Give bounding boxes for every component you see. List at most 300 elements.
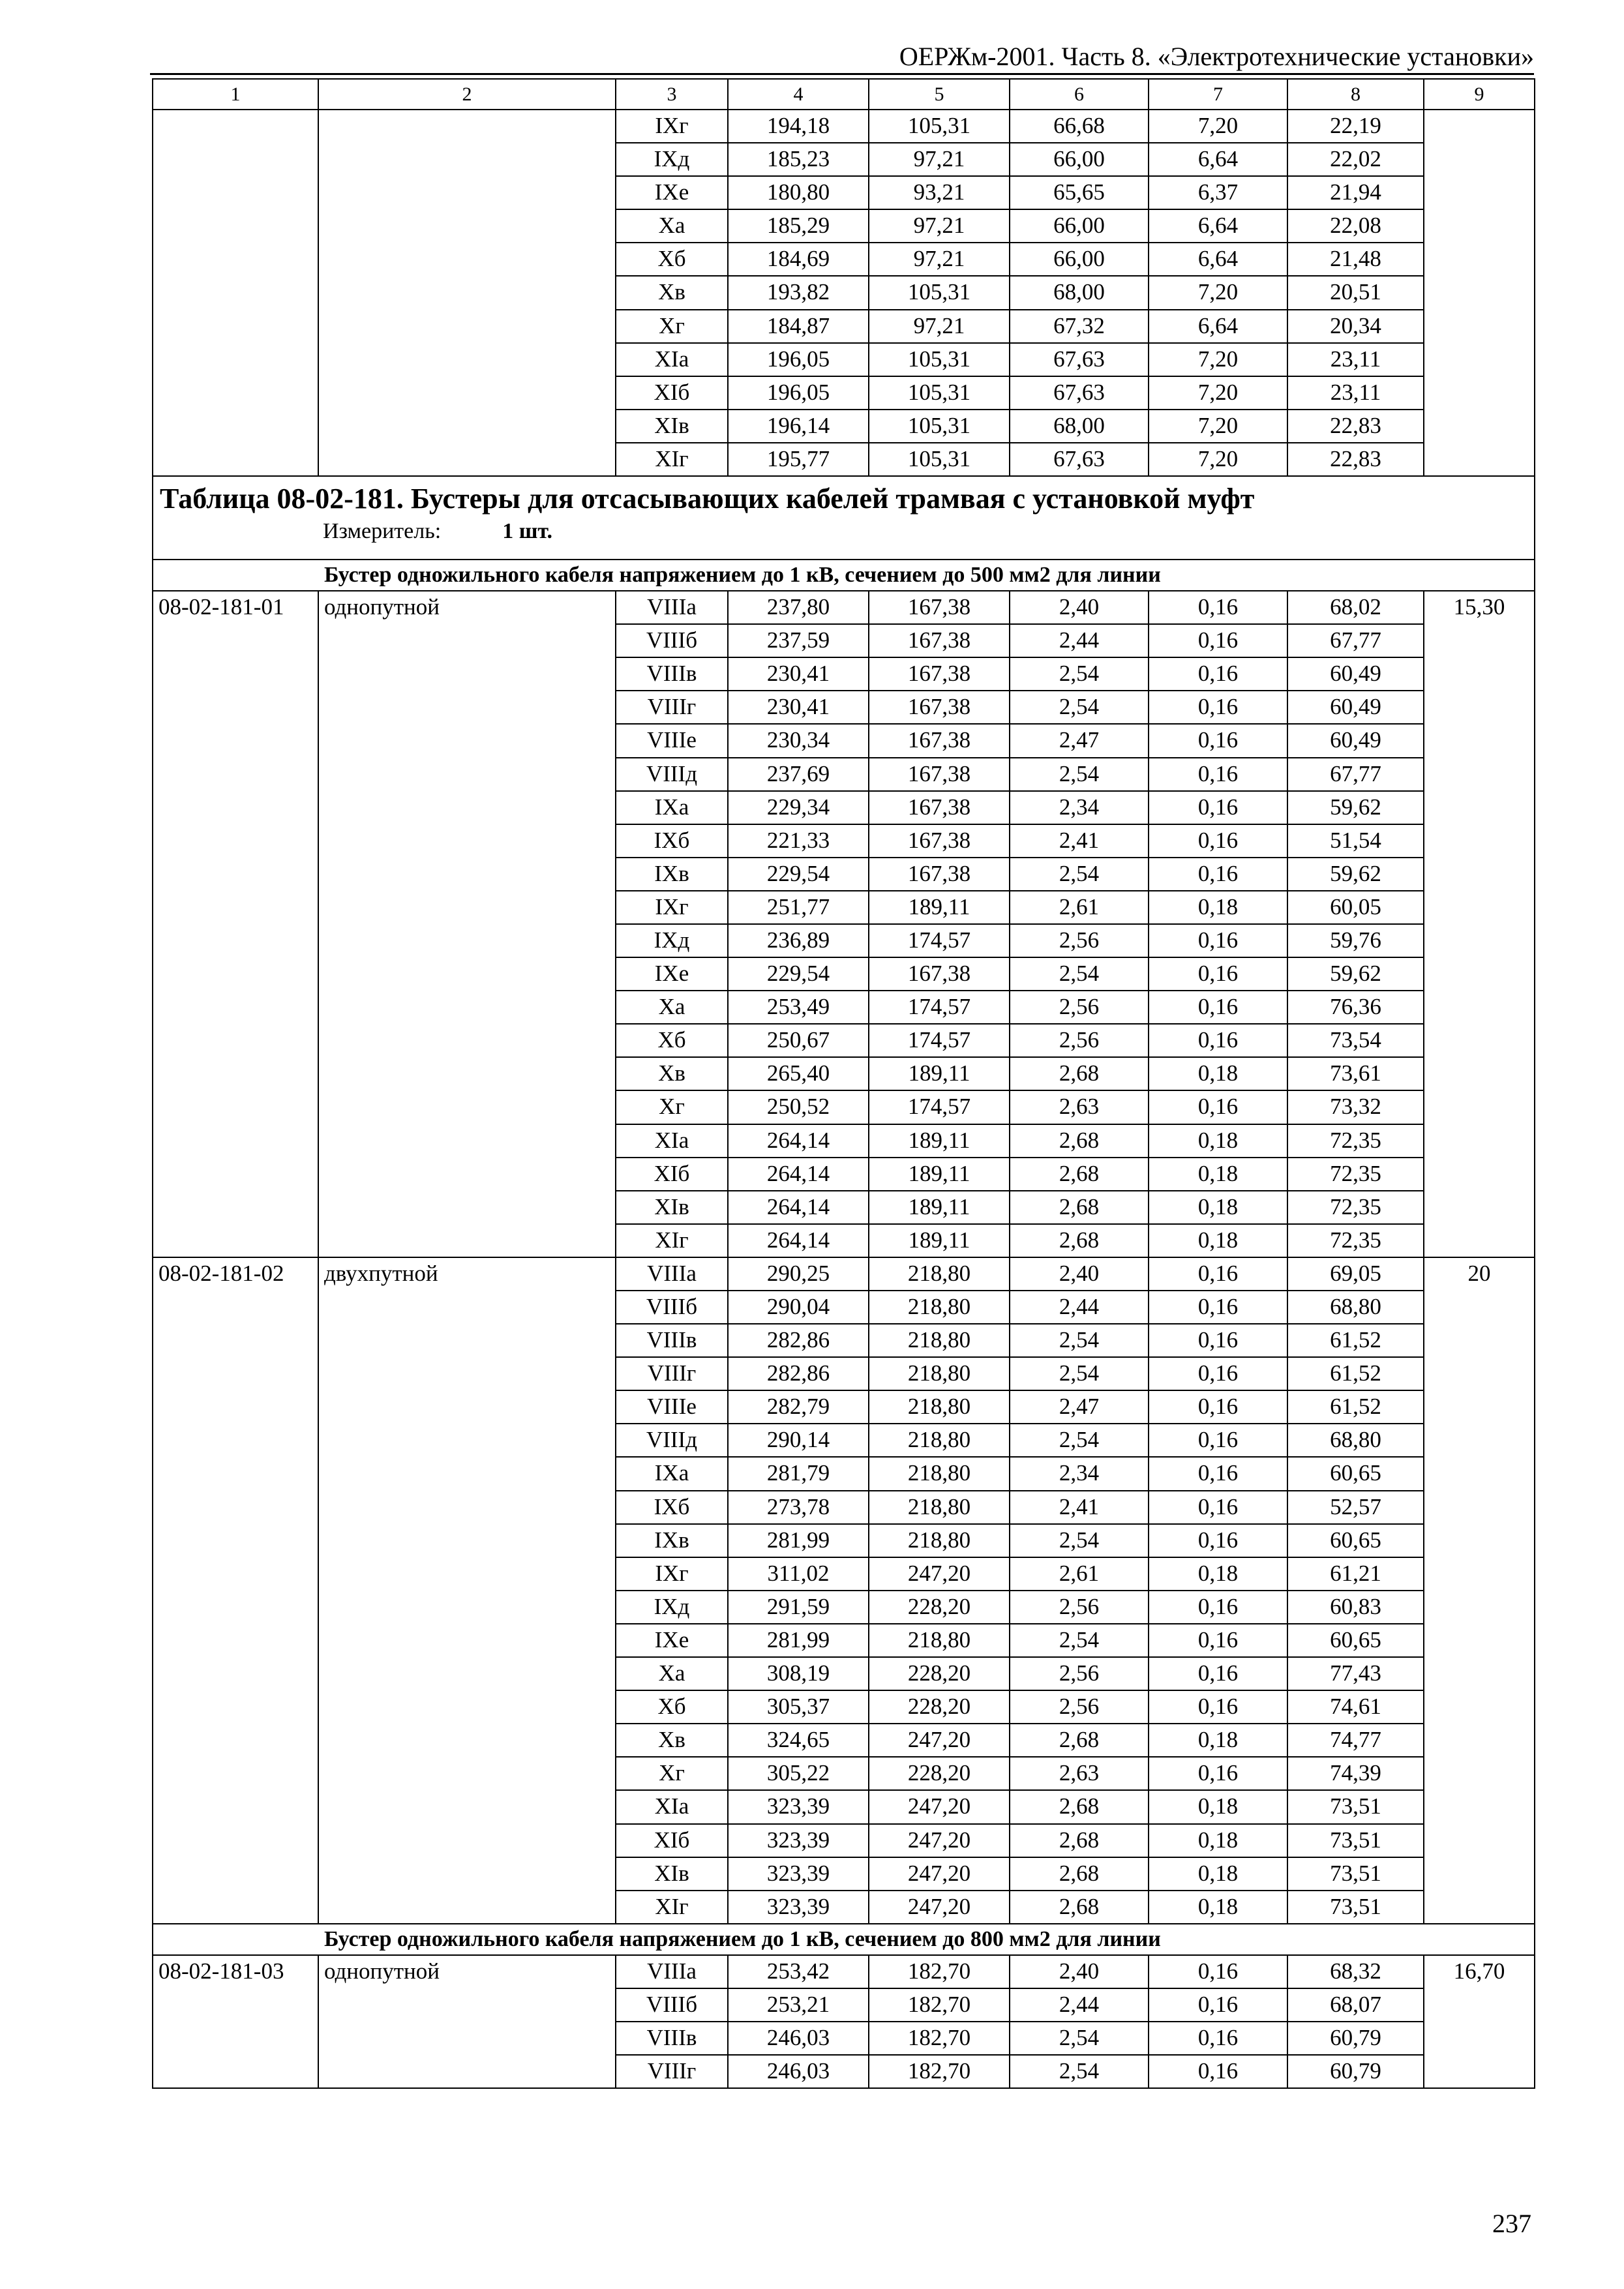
column-number-cell: 9 xyxy=(1424,79,1535,110)
table-cell: 193,82 xyxy=(728,276,869,309)
table-cell: 6,64 xyxy=(1149,143,1287,176)
table-cell: Xа xyxy=(616,209,728,243)
table-cell: 2,56 xyxy=(1010,991,1149,1024)
table-cell: 2,44 xyxy=(1010,1291,1149,1324)
table-cell: IXа xyxy=(616,791,728,824)
table-cell: IXв xyxy=(616,1524,728,1557)
table-cell: 189,11 xyxy=(869,1191,1010,1224)
table-cell: 182,70 xyxy=(869,1988,1010,2022)
table-cell: 2,54 xyxy=(1010,1324,1149,1357)
table-cell: 167,38 xyxy=(869,591,1010,624)
table-cell: 61,52 xyxy=(1287,1390,1424,1424)
table-cell: 311,02 xyxy=(728,1557,869,1591)
table-cell: 0,16 xyxy=(1149,724,1287,757)
table-cell: 0,16 xyxy=(1149,1291,1287,1324)
table-cell: 167,38 xyxy=(869,624,1010,657)
table-cell: 246,03 xyxy=(728,2055,869,2088)
table-cell: VIIIа xyxy=(616,1257,728,1291)
table-cell: 69,05 xyxy=(1287,1257,1424,1291)
table-cell: 2,56 xyxy=(1010,1657,1149,1690)
table-cell: VIIIб xyxy=(616,624,728,657)
table-cell: 167,38 xyxy=(869,691,1010,724)
table-cell: XIв xyxy=(616,1857,728,1891)
table-cell: 68,80 xyxy=(1287,1291,1424,1324)
table-cell: 0,16 xyxy=(1149,691,1287,724)
table-cell: 59,62 xyxy=(1287,858,1424,891)
table-cell: 2,68 xyxy=(1010,1824,1149,1857)
table-cell: 0,16 xyxy=(1149,1390,1287,1424)
table-cell: 97,21 xyxy=(869,143,1010,176)
table-cell: VIIIв xyxy=(616,1324,728,1357)
column-number-cell: 4 xyxy=(728,79,869,110)
table-cell: XIг xyxy=(616,1224,728,1257)
table-cell: 0,16 xyxy=(1149,1324,1287,1357)
column-number-row xyxy=(153,79,1535,110)
table-cell: 7,20 xyxy=(1149,443,1287,476)
col9-cell xyxy=(1424,110,1535,476)
table-cell: 66,00 xyxy=(1010,143,1149,176)
col9-cell: 16,70 xyxy=(1424,1955,1535,2088)
table-cell: 0,16 xyxy=(1149,1757,1287,1790)
table-cell: 229,54 xyxy=(728,858,869,891)
table-row xyxy=(153,110,1535,143)
table-cell: 73,51 xyxy=(1287,1790,1424,1823)
table-cell: 2,44 xyxy=(1010,624,1149,657)
table-cell: 247,20 xyxy=(869,1824,1010,1857)
table-cell: 247,20 xyxy=(869,1891,1010,1924)
table-cell: 67,77 xyxy=(1287,758,1424,791)
column-number-cell: 5 xyxy=(869,79,1010,110)
table-cell: IXд xyxy=(616,143,728,176)
table-title: Таблица 08-02-181. Бустеры для отсасывающих кабелей трамвая с установкой муфт xyxy=(160,483,1255,515)
table-cell: 228,20 xyxy=(869,1591,1010,1624)
table-cell: IXе xyxy=(616,957,728,991)
table-cell: 97,21 xyxy=(869,209,1010,243)
table-cell: 21,48 xyxy=(1287,243,1424,276)
table-cell: 66,00 xyxy=(1010,243,1149,276)
table-cell: VIIIб xyxy=(616,1291,728,1324)
section-subtitle: Бустер одножильного кабеля напряжением до 1 кВ, сечением до 500 мм2 для линии xyxy=(153,560,1535,591)
table-cell: 0,18 xyxy=(1149,1790,1287,1823)
table-cell: 230,41 xyxy=(728,691,869,724)
table-cell: 167,38 xyxy=(869,657,1010,691)
col9-cell: 15,30 xyxy=(1424,591,1535,1257)
rates-table xyxy=(152,78,1535,2089)
table-cell: 2,54 xyxy=(1010,2055,1149,2088)
table-cell: 195,77 xyxy=(728,443,869,476)
table-cell: 61,52 xyxy=(1287,1357,1424,1390)
table-cell: 72,35 xyxy=(1287,1158,1424,1191)
table-cell: IXв xyxy=(616,858,728,891)
table-cell: 93,21 xyxy=(869,176,1010,209)
table-cell: 0,16 xyxy=(1149,624,1287,657)
table-cell: 60,49 xyxy=(1287,724,1424,757)
table-cell: 105,31 xyxy=(869,110,1010,143)
table-cell: VIIIг xyxy=(616,1357,728,1390)
table-cell: 2,54 xyxy=(1010,1524,1149,1557)
column-number-cell: 1 xyxy=(153,79,318,110)
table-cell: 97,21 xyxy=(869,310,1010,343)
table-cell: XIб xyxy=(616,1824,728,1857)
table-cell: 2,54 xyxy=(1010,657,1149,691)
table-cell: 167,38 xyxy=(869,724,1010,757)
table-cell: 0,18 xyxy=(1149,891,1287,924)
table-cell: 230,34 xyxy=(728,724,869,757)
table-cell: 0,16 xyxy=(1149,1491,1287,1524)
table-cell: 0,16 xyxy=(1149,791,1287,824)
table-cell: 68,80 xyxy=(1287,1424,1424,1457)
table-cell: IXб xyxy=(616,824,728,858)
table-cell: 189,11 xyxy=(869,1224,1010,1257)
table-cell: 68,00 xyxy=(1010,410,1149,443)
table-cell: IXд xyxy=(616,924,728,957)
table-cell: 60,79 xyxy=(1287,2022,1424,2055)
table-cell: 2,68 xyxy=(1010,1857,1149,1891)
table-cell: 0,16 xyxy=(1149,1524,1287,1557)
table-cell: 21,94 xyxy=(1287,176,1424,209)
table-cell: 273,78 xyxy=(728,1491,869,1524)
name-cell: однопутной xyxy=(318,1955,616,2088)
table-cell: 73,51 xyxy=(1287,1824,1424,1857)
table-cell: 2,47 xyxy=(1010,1390,1149,1424)
table-cell: 264,14 xyxy=(728,1224,869,1257)
table-cell: 228,20 xyxy=(869,1690,1010,1724)
table-row xyxy=(153,1257,1535,1291)
table-cell: 0,16 xyxy=(1149,1955,1287,1988)
table-cell: IXг xyxy=(616,891,728,924)
column-number-cell: 6 xyxy=(1010,79,1149,110)
table-cell: 72,35 xyxy=(1287,1191,1424,1224)
table-cell: 2,34 xyxy=(1010,791,1149,824)
table-cell: 73,51 xyxy=(1287,1891,1424,1924)
table-cell: 0,16 xyxy=(1149,1457,1287,1490)
table-cell: Xв xyxy=(616,1057,728,1090)
table-cell: 250,67 xyxy=(728,1024,869,1057)
table-cell: 7,20 xyxy=(1149,276,1287,309)
table-cell: XIг xyxy=(616,443,728,476)
table-cell: 2,54 xyxy=(1010,957,1149,991)
table-cell: 324,65 xyxy=(728,1724,869,1757)
table-row xyxy=(153,1955,1535,1988)
table-cell: 105,31 xyxy=(869,276,1010,309)
table-cell: 189,11 xyxy=(869,1158,1010,1191)
header-rule xyxy=(150,73,1534,75)
table-cell: Xв xyxy=(616,276,728,309)
table-cell: 182,70 xyxy=(869,2022,1010,2055)
table-cell: 20,51 xyxy=(1287,276,1424,309)
table-cell: 228,20 xyxy=(869,1657,1010,1690)
table-cell: 2,63 xyxy=(1010,1090,1149,1124)
table-cell: 73,61 xyxy=(1287,1057,1424,1090)
table-cell: IXд xyxy=(616,1591,728,1624)
column-number-cell: 7 xyxy=(1149,79,1287,110)
code-cell xyxy=(153,110,318,476)
table-cell: VIIIг xyxy=(616,691,728,724)
table-cell: 2,63 xyxy=(1010,1757,1149,1790)
table-cell: VIIIб xyxy=(616,1988,728,2022)
table-cell: VIIIе xyxy=(616,724,728,757)
table-cell: 97,21 xyxy=(869,243,1010,276)
table-cell: 189,11 xyxy=(869,1057,1010,1090)
table-cell: 60,05 xyxy=(1287,891,1424,924)
table-cell: 22,83 xyxy=(1287,443,1424,476)
table-cell: 218,80 xyxy=(869,1291,1010,1324)
table-cell: 60,65 xyxy=(1287,1524,1424,1557)
table-cell: VIIIд xyxy=(616,1424,728,1457)
table-cell: 218,80 xyxy=(869,1257,1010,1291)
table-cell: 253,42 xyxy=(728,1955,869,1988)
table-cell: 218,80 xyxy=(869,1491,1010,1524)
table-cell: 180,80 xyxy=(728,176,869,209)
page-number: 237 xyxy=(1492,2209,1531,2238)
table-cell: 308,19 xyxy=(728,1657,869,1690)
table-cell: 105,31 xyxy=(869,410,1010,443)
table-cell: 2,40 xyxy=(1010,1257,1149,1291)
table-cell: 264,14 xyxy=(728,1124,869,1158)
col9-cell: 20 xyxy=(1424,1257,1535,1924)
table-cell: 264,14 xyxy=(728,1191,869,1224)
table-cell: 0,16 xyxy=(1149,924,1287,957)
table-cell: 250,52 xyxy=(728,1090,869,1124)
table-cell: 67,32 xyxy=(1010,310,1149,343)
table-cell: 229,34 xyxy=(728,791,869,824)
table-cell: 2,68 xyxy=(1010,1191,1149,1224)
table-cell: 167,38 xyxy=(869,858,1010,891)
table-cell: 59,62 xyxy=(1287,957,1424,991)
table-cell: VIIIв xyxy=(616,2022,728,2055)
table-cell: 0,16 xyxy=(1149,1591,1287,1624)
table-cell: 0,16 xyxy=(1149,957,1287,991)
table-cell: 185,23 xyxy=(728,143,869,176)
table-cell: 189,11 xyxy=(869,891,1010,924)
table-cell: 73,32 xyxy=(1287,1090,1424,1124)
table-cell: 60,49 xyxy=(1287,657,1424,691)
table-cell: 237,69 xyxy=(728,758,869,791)
table-cell: XIа xyxy=(616,343,728,376)
table-cell: 67,63 xyxy=(1010,443,1149,476)
table-cell: 7,20 xyxy=(1149,376,1287,410)
table-cell: 0,18 xyxy=(1149,1224,1287,1257)
table-cell: 59,62 xyxy=(1287,791,1424,824)
table-cell: 51,54 xyxy=(1287,824,1424,858)
table-cell: 68,07 xyxy=(1287,1988,1424,2022)
table-cell: 290,25 xyxy=(728,1257,869,1291)
table-cell: 218,80 xyxy=(869,1390,1010,1424)
table-cell: 105,31 xyxy=(869,443,1010,476)
table-cell: 218,80 xyxy=(869,1457,1010,1490)
table-cell: 0,18 xyxy=(1149,1824,1287,1857)
table-cell: 0,16 xyxy=(1149,1690,1287,1724)
table-cell: VIIIг xyxy=(616,2055,728,2088)
table-cell: 61,21 xyxy=(1287,1557,1424,1591)
table-cell: 105,31 xyxy=(869,343,1010,376)
column-number-cell: 8 xyxy=(1287,79,1424,110)
table-cell: 281,79 xyxy=(728,1457,869,1490)
table-cell: 60,65 xyxy=(1287,1624,1424,1657)
code-cell: 08-02-181-02 xyxy=(153,1257,318,1924)
table-cell: 2,68 xyxy=(1010,1724,1149,1757)
table-cell: 2,68 xyxy=(1010,1124,1149,1158)
table-cell: 72,35 xyxy=(1287,1224,1424,1257)
table-cell: 73,54 xyxy=(1287,1024,1424,1057)
table-cell: 2,40 xyxy=(1010,591,1149,624)
table-cell: 77,43 xyxy=(1287,1657,1424,1690)
table-cell: 218,80 xyxy=(869,1524,1010,1557)
table-cell: VIIIа xyxy=(616,591,728,624)
table-cell: 246,03 xyxy=(728,2022,869,2055)
table-cell: 2,54 xyxy=(1010,758,1149,791)
table-cell: 68,32 xyxy=(1287,1955,1424,1988)
table-cell: 60,65 xyxy=(1287,1457,1424,1490)
table-cell: VIIIд xyxy=(616,758,728,791)
table-cell: Xа xyxy=(616,991,728,1024)
table-cell: 20,34 xyxy=(1287,310,1424,343)
table-cell: 0,18 xyxy=(1149,1857,1287,1891)
table-cell: 236,89 xyxy=(728,924,869,957)
table-cell: 253,49 xyxy=(728,991,869,1024)
table-cell: 282,86 xyxy=(728,1357,869,1390)
table-cell: 247,20 xyxy=(869,1557,1010,1591)
table-cell: 66,68 xyxy=(1010,110,1149,143)
table-cell: 22,19 xyxy=(1287,110,1424,143)
name-cell: однопутной xyxy=(318,591,616,1257)
table-cell: 247,20 xyxy=(869,1790,1010,1823)
table-cell: 281,99 xyxy=(728,1624,869,1657)
table-cell: 22,83 xyxy=(1287,410,1424,443)
table-cell: 2,56 xyxy=(1010,1690,1149,1724)
table-cell: IXб xyxy=(616,1491,728,1524)
table-cell: 2,61 xyxy=(1010,891,1149,924)
table-cell: 174,57 xyxy=(869,924,1010,957)
table-title-cell xyxy=(153,476,1535,560)
table-cell: 0,16 xyxy=(1149,657,1287,691)
table-cell: 22,02 xyxy=(1287,143,1424,176)
table-cell: 174,57 xyxy=(869,991,1010,1024)
table-cell: Xг xyxy=(616,1090,728,1124)
table-cell: 0,18 xyxy=(1149,1891,1287,1924)
table-cell: 218,80 xyxy=(869,1324,1010,1357)
table-cell: 66,00 xyxy=(1010,209,1149,243)
table-cell: 323,39 xyxy=(728,1891,869,1924)
table-cell: 182,70 xyxy=(869,2055,1010,2088)
table-cell: 67,77 xyxy=(1287,624,1424,657)
table-cell: 61,52 xyxy=(1287,1324,1424,1357)
table-cell: 2,56 xyxy=(1010,924,1149,957)
table-cell: 0,18 xyxy=(1149,1158,1287,1191)
table-cell: 76,36 xyxy=(1287,991,1424,1024)
table-cell: Xа xyxy=(616,1657,728,1690)
table-cell: 0,16 xyxy=(1149,1657,1287,1690)
table-cell: 167,38 xyxy=(869,824,1010,858)
table-cell: 228,20 xyxy=(869,1757,1010,1790)
table-cell: 0,16 xyxy=(1149,1024,1287,1057)
table-cell: 6,64 xyxy=(1149,209,1287,243)
table-cell: XIб xyxy=(616,376,728,410)
table-cell: 0,16 xyxy=(1149,1988,1287,2022)
table-row xyxy=(153,591,1535,624)
table-cell: 196,05 xyxy=(728,376,869,410)
table-cell: 2,54 xyxy=(1010,691,1149,724)
table-cell: 196,14 xyxy=(728,410,869,443)
table-cell: 2,47 xyxy=(1010,724,1149,757)
code-cell: 08-02-181-03 xyxy=(153,1955,318,2088)
table-cell: IXг xyxy=(616,1557,728,1591)
table-cell: 167,38 xyxy=(869,758,1010,791)
table-cell: 52,57 xyxy=(1287,1491,1424,1524)
table-cell: 2,54 xyxy=(1010,1357,1149,1390)
table-cell: 0,18 xyxy=(1149,1057,1287,1090)
section-subtitle-row xyxy=(153,1924,1535,1955)
table-cell: 174,57 xyxy=(869,1024,1010,1057)
table-cell: VIIIе xyxy=(616,1390,728,1424)
name-cell: двухпутной xyxy=(318,1257,616,1924)
table-cell: XIб xyxy=(616,1158,728,1191)
table-cell: IXг xyxy=(616,110,728,143)
table-cell: 251,77 xyxy=(728,891,869,924)
table-cell: 23,11 xyxy=(1287,343,1424,376)
table-cell: 7,20 xyxy=(1149,110,1287,143)
table-cell: IXе xyxy=(616,176,728,209)
table-cell: 184,69 xyxy=(728,243,869,276)
table-cell: 305,37 xyxy=(728,1690,869,1724)
table-cell: 2,68 xyxy=(1010,1158,1149,1191)
table-cell: 185,29 xyxy=(728,209,869,243)
table-cell: 74,39 xyxy=(1287,1757,1424,1790)
table-cell: 68,02 xyxy=(1287,591,1424,624)
table-cell: 0,16 xyxy=(1149,1257,1287,1291)
table-cell: 194,18 xyxy=(728,110,869,143)
column-number-cell: 3 xyxy=(616,79,728,110)
table-cell: 7,20 xyxy=(1149,410,1287,443)
table-cell: 167,38 xyxy=(869,791,1010,824)
table-cell: 282,86 xyxy=(728,1324,869,1357)
table-cell: 68,00 xyxy=(1010,276,1149,309)
table-cell: IXе xyxy=(616,1624,728,1657)
name-cell xyxy=(318,110,616,476)
table-cell: 221,33 xyxy=(728,824,869,858)
table-cell: 230,41 xyxy=(728,657,869,691)
table-cell: 2,41 xyxy=(1010,824,1149,858)
table-cell: 265,40 xyxy=(728,1057,869,1090)
table-cell: 0,18 xyxy=(1149,1557,1287,1591)
table-cell: 0,16 xyxy=(1149,824,1287,858)
table-cell: 2,68 xyxy=(1010,1057,1149,1090)
table-cell: 281,99 xyxy=(728,1524,869,1557)
table-cell: 74,77 xyxy=(1287,1724,1424,1757)
table-cell: 253,21 xyxy=(728,1988,869,2022)
table-cell: 323,39 xyxy=(728,1857,869,1891)
table-cell: 323,39 xyxy=(728,1824,869,1857)
table-cell: 174,57 xyxy=(869,1090,1010,1124)
table-cell: 22,08 xyxy=(1287,209,1424,243)
table-cell: 2,56 xyxy=(1010,1024,1149,1057)
meter-line xyxy=(160,517,1527,546)
table-cell: 2,61 xyxy=(1010,1557,1149,1591)
table-cell: 6,64 xyxy=(1149,243,1287,276)
table-cell: 59,76 xyxy=(1287,924,1424,957)
table-cell: 0,16 xyxy=(1149,1624,1287,1657)
table-cell: XIв xyxy=(616,1191,728,1224)
table-cell: 60,49 xyxy=(1287,691,1424,724)
table-cell: 73,51 xyxy=(1287,1857,1424,1891)
table-cell: 0,16 xyxy=(1149,858,1287,891)
table-cell: 218,80 xyxy=(869,1357,1010,1390)
table-cell: 2,54 xyxy=(1010,858,1149,891)
table-cell: 189,11 xyxy=(869,1124,1010,1158)
table-cell: 218,80 xyxy=(869,1624,1010,1657)
table-cell: 282,79 xyxy=(728,1390,869,1424)
table-cell: XIг xyxy=(616,1891,728,1924)
